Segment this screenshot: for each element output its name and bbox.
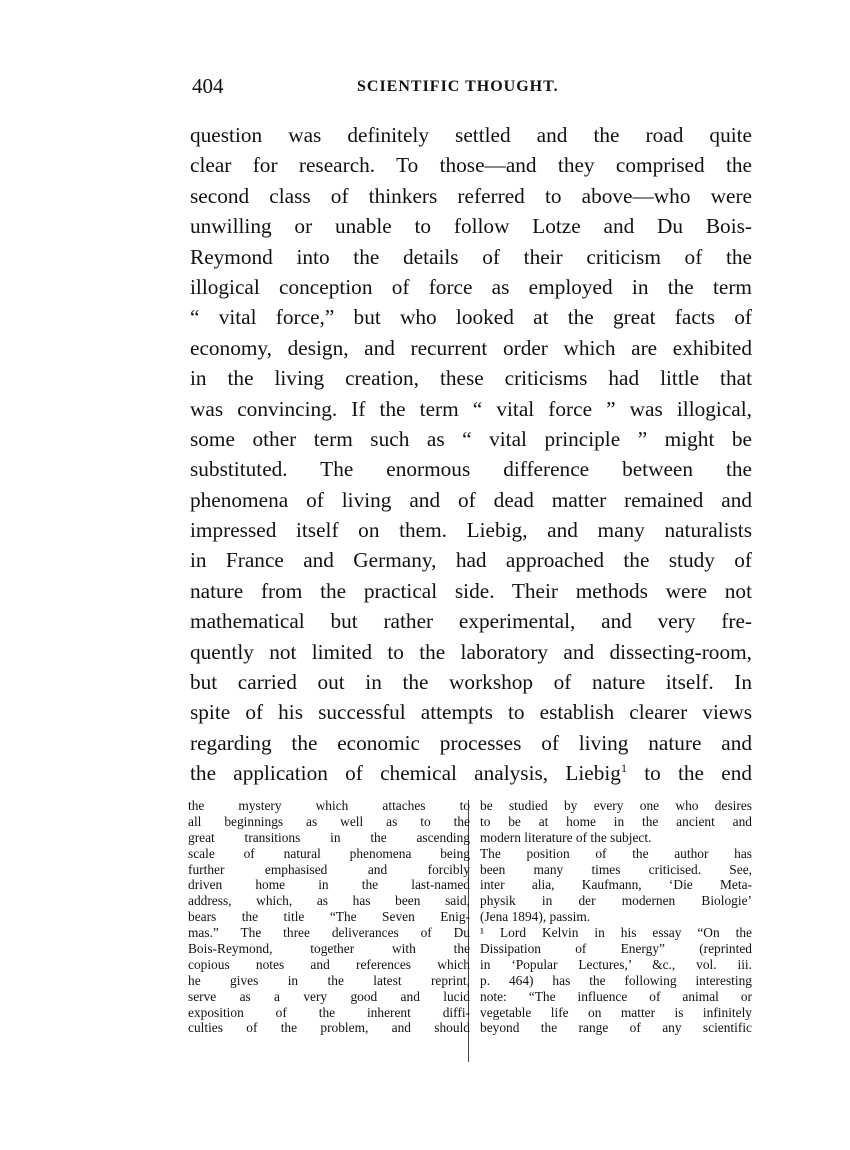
footnote-line: vegetable life on matter is infinitely (480, 1004, 752, 1020)
body-line: clear for research. To those—and they comprised the (190, 153, 752, 178)
body-line: nature from the practical side. Their methods were not (190, 578, 752, 603)
body-line: substituted. The enormous difference between the (190, 457, 752, 482)
footnote-line: been many times criticised. See, (480, 861, 752, 877)
footnote-line: physik in der modernen Biologie’ (480, 893, 752, 909)
body-line: second class of thinkers referred to above—who were (190, 183, 752, 208)
page-number: 404 (192, 74, 224, 98)
body-line: regarding the economic processes of living nature and (190, 730, 752, 755)
footnote-line: to be at home in the ancient and (480, 813, 752, 829)
footnote-line: in ‘Popular Lectures,’ &c., vol. iii. (480, 956, 752, 972)
body-line-last (190, 758, 752, 788)
body-line: spite of his successful attempts to establish clearer views (190, 700, 752, 725)
footnote-line: serve as a very good and lucid (188, 988, 470, 1004)
footnote-line: further emphasised and forcibly (188, 861, 470, 877)
body-line: Reymond into the details of their criticism of the (190, 244, 752, 269)
footnote-line: exposition of the inherent diffi- (188, 1004, 470, 1020)
footnote-line: driven home in the last-named (188, 877, 470, 893)
footnote-line: great transitions in the ascending (188, 829, 470, 845)
body-line-tail: to the end (626, 761, 752, 786)
body-line: quently not limited to the laboratory and dissecting-room, (190, 639, 752, 664)
body-line: phenomena of living and of dead matter remained and (190, 487, 752, 512)
footnote-line: beyond the range of any scientific (480, 1020, 752, 1036)
footnote-line: (Jena 1894), passim. (480, 909, 591, 925)
footnote-line: ¹ Lord Kelvin in his essay “On the (480, 925, 752, 941)
footnote-line: Bois-Reymond, together with the (188, 941, 470, 957)
body-line: in the living creation, these criticisms had little that (190, 366, 752, 391)
body-text (190, 120, 752, 789)
body-line-text: the application of chemical analysis, Liebig (190, 761, 621, 786)
running-title: SCIENTIFIC THOUGHT. (357, 78, 559, 95)
footnote-column-right (480, 798, 752, 1036)
body-line: was convincing. If the term “ vital force ” was illogical, (190, 396, 752, 421)
footnote-line: p. 464) has the following interesting (480, 972, 752, 988)
body-line: illogical conception of force as employed in the term (190, 274, 752, 299)
footnote-line: Dissipation of Energy” (reprinted (480, 941, 752, 957)
footnote-line: copious notes and references which (188, 956, 470, 972)
body-line: economy, design, and recurrent order which are exhibited (190, 335, 752, 360)
body-line: impressed itself on them. Liebig, and many naturalists (190, 518, 752, 543)
body-line: but carried out in the workshop of nature itself. In (190, 670, 752, 695)
footnote-line: modern literature of the subject. (480, 829, 652, 845)
footnote-marker: 1 (620, 761, 627, 776)
footnote-line: inter alia, Kaufmann, ‘Die Meta- (480, 877, 752, 893)
footnote-line: he gives in the latest reprint, (188, 972, 470, 988)
footnote-line: culties of the problem, and should (188, 1020, 470, 1036)
body-line: in France and Germany, had approached the study of (190, 548, 752, 573)
body-line: mathematical but rather experimental, and very fre- (190, 609, 752, 634)
footnote-line: all beginnings as well as to the (188, 813, 470, 829)
footnote-line: the mystery which attaches to (188, 798, 470, 813)
footnote-line: The position of the author has (480, 845, 752, 861)
body-line: question was definitely settled and the road quite (190, 123, 752, 147)
footnote-line: be studied by every one who desires (480, 798, 752, 813)
footnote-line: note: “The influence of animal or (480, 988, 752, 1004)
footnote-line: scale of natural phenomena being (188, 845, 470, 861)
footnote-column-left (188, 798, 470, 1036)
body-line: some other term such as “ vital principle ” might be (190, 426, 752, 451)
footnote-line: mas.” The three deliverances of Du (188, 925, 470, 941)
body-line: “ vital force,” but who looked at the great facts of (190, 305, 752, 330)
footnote-line: bears the title “The Seven Enig- (188, 909, 470, 925)
body-line: unwilling or unable to follow Lotze and Du Bois- (190, 214, 752, 239)
footnote-line: address, which, as has been said, (188, 893, 470, 909)
